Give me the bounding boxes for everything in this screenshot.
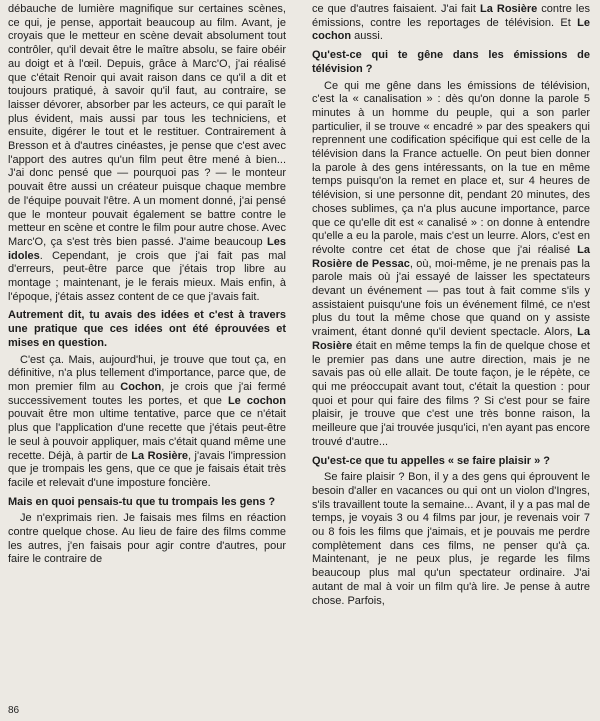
interview-answer	[8, 3, 286, 304]
interview-answer	[8, 354, 286, 491]
right-column	[312, 3, 590, 608]
page-number: 86	[8, 705, 20, 716]
text-run: Je n'exprimais rien. Je faisais mes films en réaction contre quelque chose. Au lieu de faire des films comme les autres, j'en faisais pour agir contre d'autres, pour faire le contraire de	[8, 512, 286, 566]
text-run: C'est ça. Mais, aujourd'hui, je trouve que tout ça, en définitive, n'a plus tellement d'importance, parce que, de mon premier film au	[8, 353, 286, 393]
film-title: Les idoles	[8, 235, 286, 262]
text-run: était en même temps la fin de quelque chose et le premier pas dans une autre direction, mais je ne savais pas où elle allait. De toute façon, je le répète, ce qui me préoccupait avant tout, c'était la question : pour quoi et pour qui faire des films ? Si c'est pour se faire plaisir, je trouve que c'est une très bonne raison, la meilleure que j'ai trouvée jusqu'ici, n'en ayant pas encore trouvé d'autre...	[312, 339, 590, 448]
film-title: Le cochon	[227, 394, 286, 407]
film-title: La Rosière de Pessac	[312, 243, 590, 270]
text-run: . Cependant, je crois que j'ai fait pas mal d'erreurs, peut-être parce que j'étais trop libre au montage ; maintenant, je le ferais mieux. Mais enfin, à l'époque, j'étais assez content de ce que j'avais fait.	[8, 249, 286, 303]
interview-answer	[312, 80, 590, 450]
interview-answer	[312, 3, 590, 44]
film-title: La Rosière	[479, 3, 538, 15]
interview-answer	[8, 512, 286, 567]
interview-question	[8, 309, 286, 350]
film-title: La Rosière	[131, 449, 188, 462]
text-run: débauche de lumière magnifique sur certaines scènes, ce qui, je pense, apportait beaucoup au film. Avant, je croyais que le metteur en scène devait absolument tout contrôler, qu'il devait être le maître absolu, se faire obéir au doigt et à l'œil. Depuis, grâce à Marc'O, j'ai réalisé que c'était Renoir qui avait raison dans ce qu'il a dit et toujours pratiqué, à savoir qu'il faut, au contraire, se laisser dévorer, absorber par les acteurs, ce qui paraît le plus évident, mais aussi par tous les techniciens, et ensuite, digérer le tout et le restituer. Contrairement à Bresson et à d'autres cinéastes, je pense que c'est avec l'apport des autres qu'un film peut être mené à bien... J'ai donc pensé que — pourquoi pas ? — le monteur pouvait être aussi un créateur puisque chaque membre de l'équipe pouvait l'être. A un moment donné, j'ai pensé que le monteur pouvait également se battre contre le metteur en scène et contre le film pour autre chose. Avec Marc'O, ça s'est très bien passé. J'aime beaucoup	[8, 3, 287, 248]
left-column	[8, 3, 286, 567]
film-title: Cochon	[120, 380, 162, 393]
film-title: Le cochon	[312, 16, 590, 43]
interview-question	[312, 49, 590, 76]
text-run: , j'avais l'impression que je trompais les gens, que ce que je faisais était très facile et relevait d'une imposture foncière.	[8, 449, 287, 489]
text-run: Autrement dit, tu avais des idées et c'est à travers une pratique que ces idées ont été éprouvées et mises en question.	[8, 309, 286, 349]
text-run: Mais en quoi pensais-tu que tu trompais les gens ?	[8, 495, 276, 508]
interview-question	[8, 496, 286, 510]
text-run: Se faire plaisir ? Bon, il y a des gens qui éprouvent le besoin d'aller en vacances ou qui ont un violon d'Ingres, s'ils travaillent toute la semaine... Avant, il y a pas mal de temps, je voyais 3 ou 4 films par jour, je revenais voir 7 ou 8 fois les films que j'aimais, et je pouvais me perdre complètement dans ces films, ne penser qu'à ça. Maintenant, je ne peux plus, je regarde les films beaucoup plus mal qu'un spectateur ordinaire. J'ai autant de mal à voir un film qu'à lire. Je pense à autre chose. Parfois,	[312, 471, 590, 607]
text-run: aussi.	[351, 30, 383, 43]
text-run: Ce qui me gêne dans les émissions de télévision, c'est la « canalisation » : dès qu'on donne la parole 5 minutes à un homme du peuple, qui a son parler particulier, il se trouve « encadré » par des speakers qui reprennent une codification spécifique qui est celle de la télévision dans la France actuelle. On peut bien donner la parole à des gens intéressants, on la tue en même temps puisqu'on la remet en place et, sur 4 heures de télévision, si une personne dit, pendant 20 minutes, des choses sublimes, ça n'a plus aucune importance, parce que ce qu'elle dit est « canalisé » : on donne à entendre qu'elle a eu la parole, mais c'est un leurre. Alors, c'est en révolte contre cet état de chose que j'ai réalisé	[312, 79, 590, 256]
interview-answer	[312, 471, 590, 608]
text-run: contre les émissions, contre les reportages de télévision. Et	[312, 3, 590, 29]
interview-question	[312, 455, 590, 469]
text-run: Qu'est-ce qui te gêne dans les émissions de télévision ?	[312, 49, 590, 75]
text-run: , je crois que j'ai fermé successivement toutes les portes, et que	[8, 380, 286, 407]
text-run: , où, moi-même, je ne prenais pas la parole mais où j'ai essayé de laisser les spectateurs devant un événement — pas tout à fait comme s'ils y assistaient puisqu'une fois un événement filmé, ce n'est plus du tout la même chose que quand on y assiste vraiment, étant donné qu'il devient spectacle. Alors,	[312, 257, 591, 339]
film-title: La Rosière	[312, 326, 590, 352]
text-run: pouvait être mon ultime tentative, parce que ce n'était plus que l'application d'une recette que j'étais peut-être le seul à pouvoir appliquer, mais c'était quand même une recette. Déjà, à partir de	[8, 408, 286, 462]
text-run: ce que d'autres faisaient. J'ai fait	[312, 3, 480, 15]
text-run: Qu'est-ce que tu appelles « se faire plaisir » ?	[312, 454, 550, 467]
